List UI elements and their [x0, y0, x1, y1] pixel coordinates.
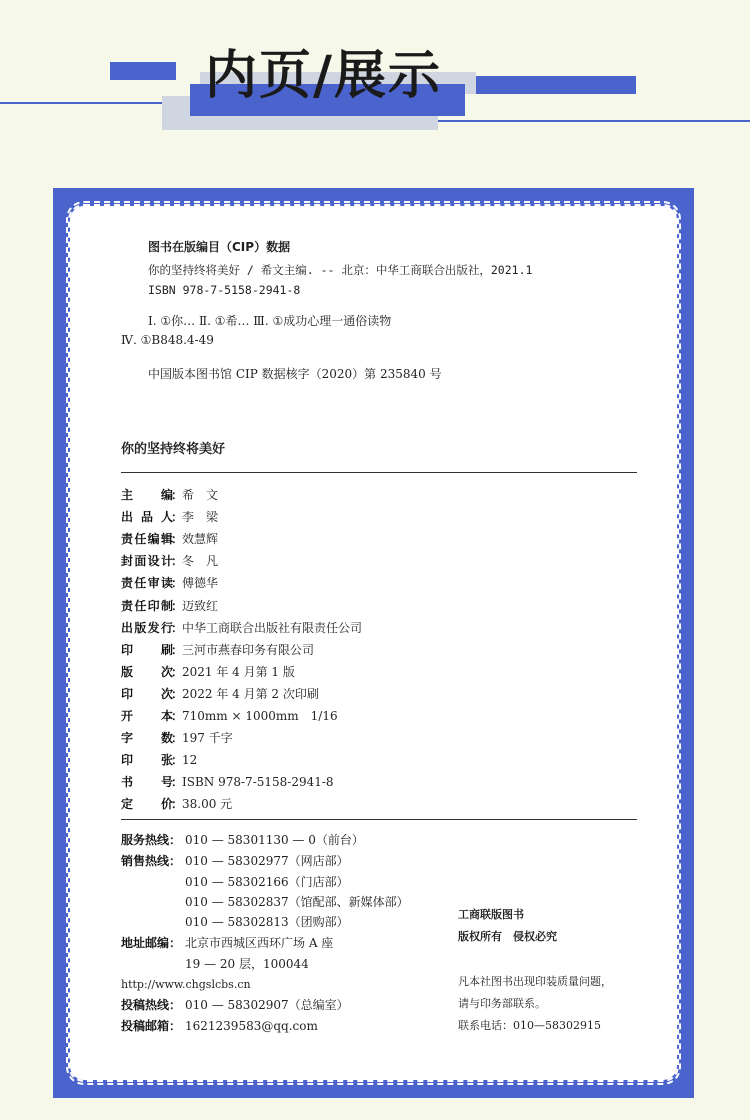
sales-value: 010 — 58302813（团购部） [185, 915, 349, 929]
colon: ： [171, 532, 184, 546]
divider-bottom [121, 819, 637, 820]
colon: ： [171, 775, 184, 789]
credit-label: 印次 [121, 687, 173, 701]
credit-value: 197 千字 [182, 731, 233, 745]
cip-line-4: Ⅳ. ①B848.4-49 [121, 333, 214, 347]
book-title: 你的坚持终将美好 [121, 442, 226, 457]
credit-value: 中华工商联合出版社有限责任公司 [182, 621, 363, 635]
credit-label: 印刷 [121, 643, 173, 657]
colon: ： [171, 753, 184, 767]
credit-value: 傅德华 [182, 576, 219, 590]
email-label: 投稿邮箱 [121, 1019, 170, 1033]
credit-label: 出品人 [121, 510, 173, 524]
credit-label: 封面设计 [121, 554, 173, 568]
colon: ： [169, 854, 182, 868]
credit-value: ISBN 978-7-5158-2941-8 [182, 775, 334, 789]
credit-label: 定价 [121, 797, 173, 811]
sales-value: 010 — 58302837（馆配部、新媒体部） [185, 895, 409, 909]
credit-value: 希 文 [182, 488, 219, 502]
rights-line-2: 版权所有 侵权必究 [458, 930, 557, 943]
credit-value: 效慧辉 [182, 532, 219, 546]
notice-line-3: 联系电话：010—58302915 [458, 1019, 601, 1032]
credit-label: 印张 [121, 753, 173, 767]
credit-value: 38.00 元 [182, 797, 233, 811]
credit-label: 书号 [121, 775, 173, 789]
submit-value: 010 — 58302907（总编室） [185, 998, 349, 1012]
notice-line-1: 凡本社图书出现印装质量问题， [458, 975, 612, 988]
credit-label: 版次 [121, 665, 173, 679]
header-block-small [110, 62, 176, 80]
colon: ： [171, 731, 184, 745]
sales-label: 销售热线 [121, 854, 170, 868]
divider-top [121, 472, 637, 473]
credit-value: 710mm × 1000mm 1/16 [182, 709, 338, 723]
cip-line-3: Ⅰ. ①你… Ⅱ. ①希… Ⅲ. ①成功心理一通俗读物 [148, 314, 392, 328]
credit-label: 责任印制 [121, 599, 173, 613]
colon: ： [171, 797, 184, 811]
credit-value: 李 梁 [182, 510, 219, 524]
address-line-1: 北京市西城区西环广场 A 座 [185, 936, 334, 950]
cip-line-2: ISBN 978-7-5158-2941-8 [148, 283, 301, 297]
sales-value: 010 — 58302977（网店部） [185, 854, 349, 868]
service-label: 服务热线 [121, 833, 170, 847]
page-title: 内页/展示 [205, 45, 442, 106]
website-link[interactable]: http://www.chgslcbs.cn [121, 978, 251, 991]
credit-label: 字数 [121, 731, 173, 745]
colon: ： [171, 576, 184, 590]
credit-value: 三河市燕春印务有限公司 [182, 643, 315, 657]
credit-label: 出版发行 [121, 621, 173, 635]
credit-value: 迈致红 [182, 599, 219, 613]
cip-heading: 图书在版编目（CIP）数据 [148, 240, 291, 254]
address-label: 地址邮编 [121, 936, 170, 950]
credit-value: 12 [182, 753, 198, 767]
credit-label: 责任编辑 [121, 532, 173, 546]
colon: ： [171, 554, 184, 568]
notice-line-2: 请与印务部联系。 [458, 997, 546, 1010]
email-value[interactable]: 1621239583@qq.com [185, 1019, 318, 1033]
colon: ： [171, 687, 184, 701]
cip-line-5: 中国版本图书馆 CIP 数据核字（2020）第 235840 号 [148, 367, 442, 381]
colon: ： [169, 998, 182, 1012]
colon: ： [171, 643, 184, 657]
credit-value: 2022 年 4 月第 2 次印刷 [182, 687, 319, 701]
colon: ： [171, 488, 184, 502]
service-value: 010 — 58301130 — 0（前台） [185, 833, 364, 847]
colon: ： [171, 510, 184, 524]
submit-label: 投稿热线 [121, 998, 170, 1012]
sales-value: 010 — 58302166（门店部） [185, 875, 349, 889]
colon: ： [171, 599, 184, 613]
address-line-2: 19 — 20 层，100044 [185, 957, 309, 971]
credit-value: 冬 凡 [182, 554, 219, 568]
credit-value: 2021 年 4 月第 1 版 [182, 665, 295, 679]
credit-label: 开本 [121, 709, 173, 723]
colon: ： [169, 936, 182, 950]
colon: ： [169, 833, 182, 847]
colon: ： [171, 665, 184, 679]
credit-label: 责任审读 [121, 576, 173, 590]
cip-line-1: 你的坚持终将美好 / 希文主编. -- 北京：中华工商联合出版社，2021.1 [148, 263, 533, 277]
rights-line-1: 工商联版图书 [458, 908, 524, 921]
header-block-right [476, 76, 636, 94]
credit-label: 主编 [121, 488, 173, 502]
colon: ： [171, 709, 184, 723]
colon: ： [169, 1019, 182, 1033]
colon: ： [171, 621, 184, 635]
